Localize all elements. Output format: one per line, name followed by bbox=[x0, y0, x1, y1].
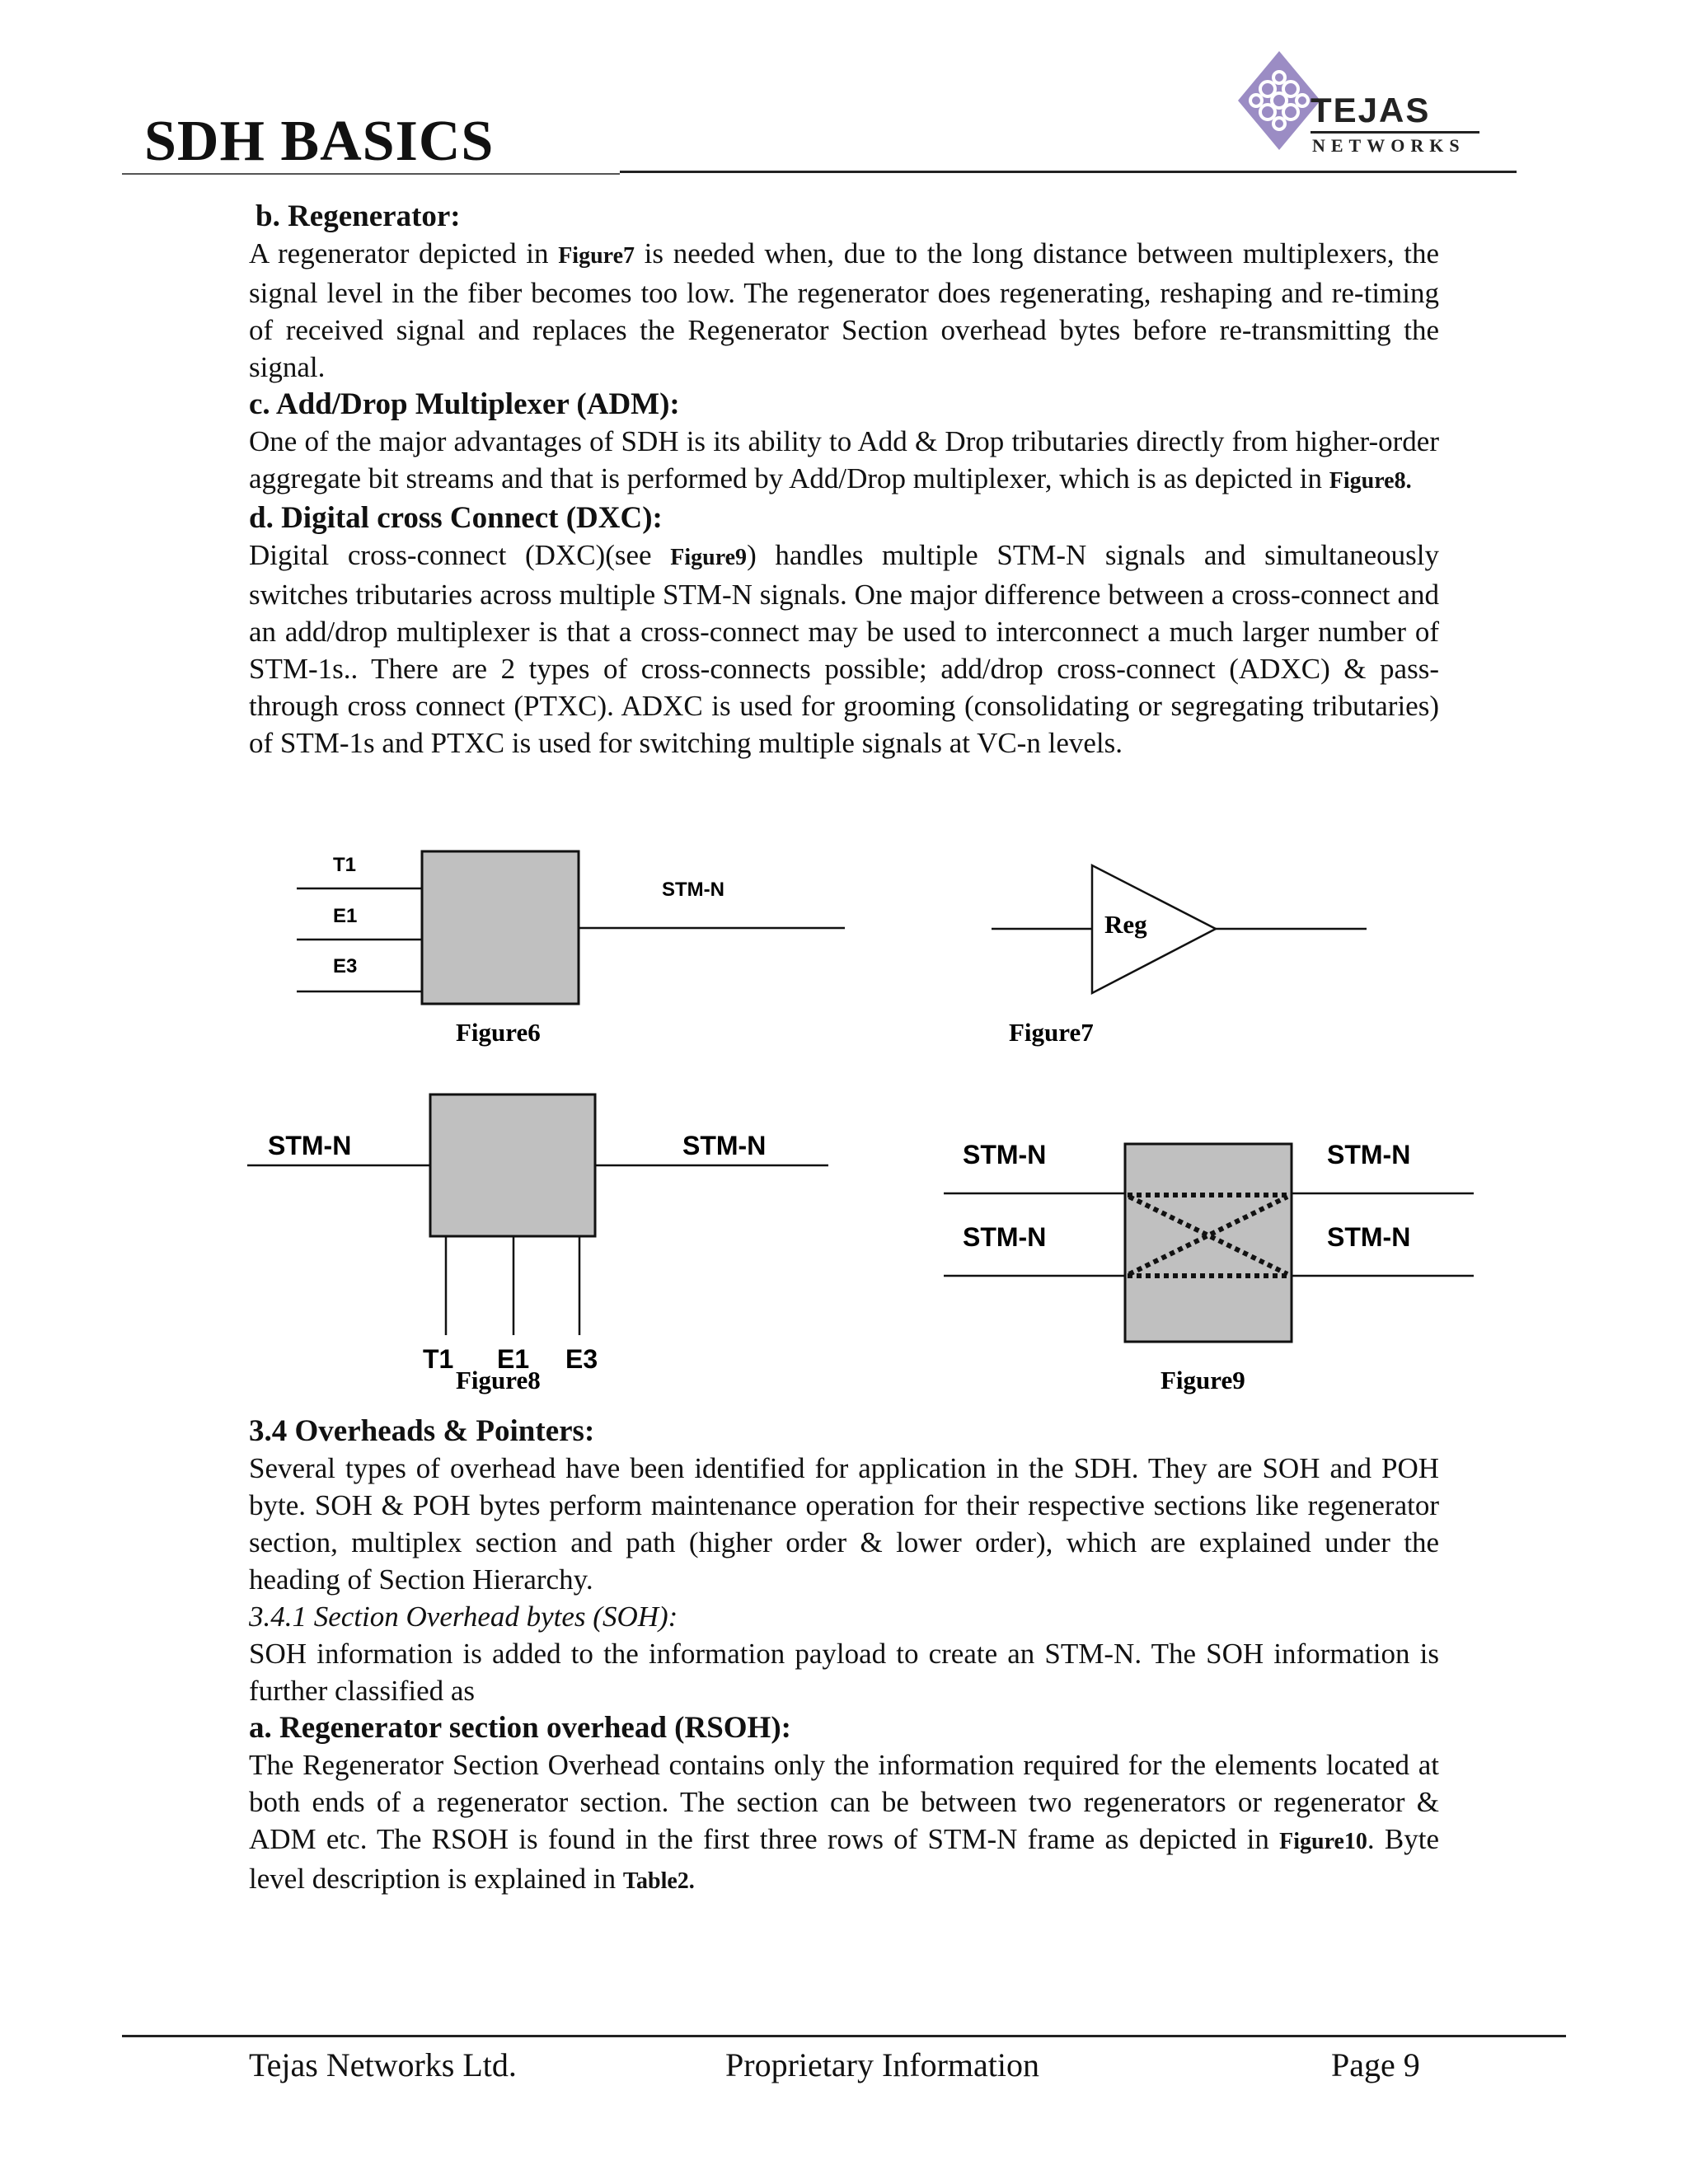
fig9-label: STM-N bbox=[963, 1222, 1047, 1252]
figure6-caption: Figure6 bbox=[456, 1018, 541, 1047]
text: is needed when, due to the long distance between multiplexers, the signal level in the fiber becomes too low. The regenerator does regenerating, reshaping and re-timing of received signal and replaces the Regenerator Section overhead bytes before re-transmitting the signal. bbox=[249, 237, 1439, 383]
fig9-label: STM-N bbox=[1327, 1140, 1411, 1169]
text: The Regenerator Section Overhead contains only the information required for the elements located at both ends of a regenerator section. The section can be between two regenerators or regenerator & ADM etc. The RSOH is found in the first three rows of STM-N frame as depicted in bbox=[249, 1749, 1439, 1855]
document-title: SDH BASICS bbox=[144, 110, 495, 173]
fig8-adm-box bbox=[430, 1094, 595, 1236]
heading-adm: c. Add/Drop Multiplexer (ADM): bbox=[249, 387, 680, 421]
fig6-input-label: T1 bbox=[333, 854, 357, 876]
fig6-input-label: E3 bbox=[333, 955, 358, 977]
fig7-reg-label: Reg bbox=[1104, 910, 1147, 939]
fig6-input-label: E1 bbox=[333, 905, 358, 927]
text: . Byte level description is explained in bbox=[249, 1823, 1439, 1895]
fig8-drop-label: E1 bbox=[497, 1344, 530, 1374]
figures-area bbox=[0, 837, 1688, 1405]
figure-ref: Figure7 bbox=[558, 243, 635, 269]
logo-subtitle: NETWORKS bbox=[1312, 135, 1465, 156]
logo-rule bbox=[1311, 131, 1479, 134]
figure-ref: Figure9 bbox=[670, 545, 748, 570]
figure7-diagram bbox=[992, 865, 1367, 1047]
paragraph-regenerator bbox=[249, 235, 1439, 386]
fig8-drop-label: T1 bbox=[423, 1344, 454, 1374]
footer-page-number: Page 9 bbox=[1331, 2046, 1420, 2083]
table-ref: Table2. bbox=[622, 1868, 695, 1894]
paragraph-rsoh bbox=[249, 1746, 1439, 1900]
paragraph-adm bbox=[249, 423, 1439, 499]
heading-overheads: 3.4 Overheads & Pointers: bbox=[249, 1414, 595, 1448]
fig9-dxc-box bbox=[1125, 1144, 1292, 1342]
text: A regenerator depicted in bbox=[249, 237, 559, 269]
fig8-drop-label: E3 bbox=[565, 1344, 598, 1374]
figure-ref: Figure8. bbox=[1329, 468, 1412, 494]
header-rule bbox=[122, 173, 620, 175]
fig6-mux-box bbox=[422, 851, 579, 1004]
logo-wordmark: TEJAS bbox=[1311, 91, 1431, 129]
fig8-left-label: STM-N bbox=[268, 1131, 352, 1160]
figure9-caption: Figure9 bbox=[1160, 1366, 1245, 1394]
fig8-right-label: STM-N bbox=[682, 1131, 767, 1160]
subheading-soh: 3.4.1 Section Overhead bytes (SOH): bbox=[249, 1601, 678, 1633]
footer-company: Tejas Networks Ltd. bbox=[249, 2046, 517, 2083]
heading-dxc: d. Digital cross Connect (DXC): bbox=[249, 501, 663, 535]
figure7-caption: Figure7 bbox=[1009, 1018, 1094, 1047]
figure9-diagram bbox=[944, 1140, 1474, 1394]
content-bottom bbox=[249, 1413, 1439, 1900]
footer-rule bbox=[122, 2035, 1566, 2037]
figure8-diagram bbox=[247, 1094, 828, 1394]
text: One of the major advantages of SDH is its ability to Add & Drop tributaries directly from higher-order aggregate bit streams and that is performed by Add/Drop multiplexer, which is as depicted in bbox=[249, 425, 1439, 494]
heading-regenerator: b. Regenerator: bbox=[256, 199, 461, 233]
text: Digital cross-connect (DXC)(see bbox=[249, 539, 671, 571]
paragraph-soh: SOH information is added to the information payload to create an STM-N. The SOH information is further classified as bbox=[249, 1638, 1439, 1707]
paragraph-overheads: Several types of overhead have been identified for application in the SDH. They are SOH and POH byte. SOH & POH bytes perform maintenance operation for their respective sections like regenerator section, multiplex section and path (higher order & lower order), which are explained under the heading of Section Hierarchy. bbox=[249, 1452, 1439, 1596]
content-top bbox=[249, 198, 1439, 762]
fig6-output-label: STM-N bbox=[662, 879, 724, 901]
header-rule-thick bbox=[620, 171, 1517, 173]
figure-ref: Figure10 bbox=[1279, 1829, 1367, 1854]
fig9-label: STM-N bbox=[963, 1140, 1047, 1169]
text: ) handles multiple STM-N signals and simultaneously switches tributaries across multiple STM-N signals. One major difference between a cross-connect and an add/drop multiplexer is that a cross-connect may be used to interconnect a much larger number of STM-1s.. There are 2 types of cross-connects possible; add/drop cross-connect (ADXC) & pass-through cross connect (PTXC). ADXC is used for grooming (consolidating or segregating tributaries) of STM-1s and PTXC is used for switching multiple signals at VC-n levels. bbox=[249, 539, 1439, 759]
figure6-diagram bbox=[297, 851, 845, 1047]
fig9-label: STM-N bbox=[1327, 1222, 1411, 1252]
figure8-caption: Figure8 bbox=[456, 1366, 541, 1394]
footer-center: Proprietary Information bbox=[725, 2046, 1039, 2083]
heading-rsoh: a. Regenerator section overhead (RSOH): bbox=[249, 1711, 791, 1745]
paragraph-dxc bbox=[249, 537, 1439, 762]
